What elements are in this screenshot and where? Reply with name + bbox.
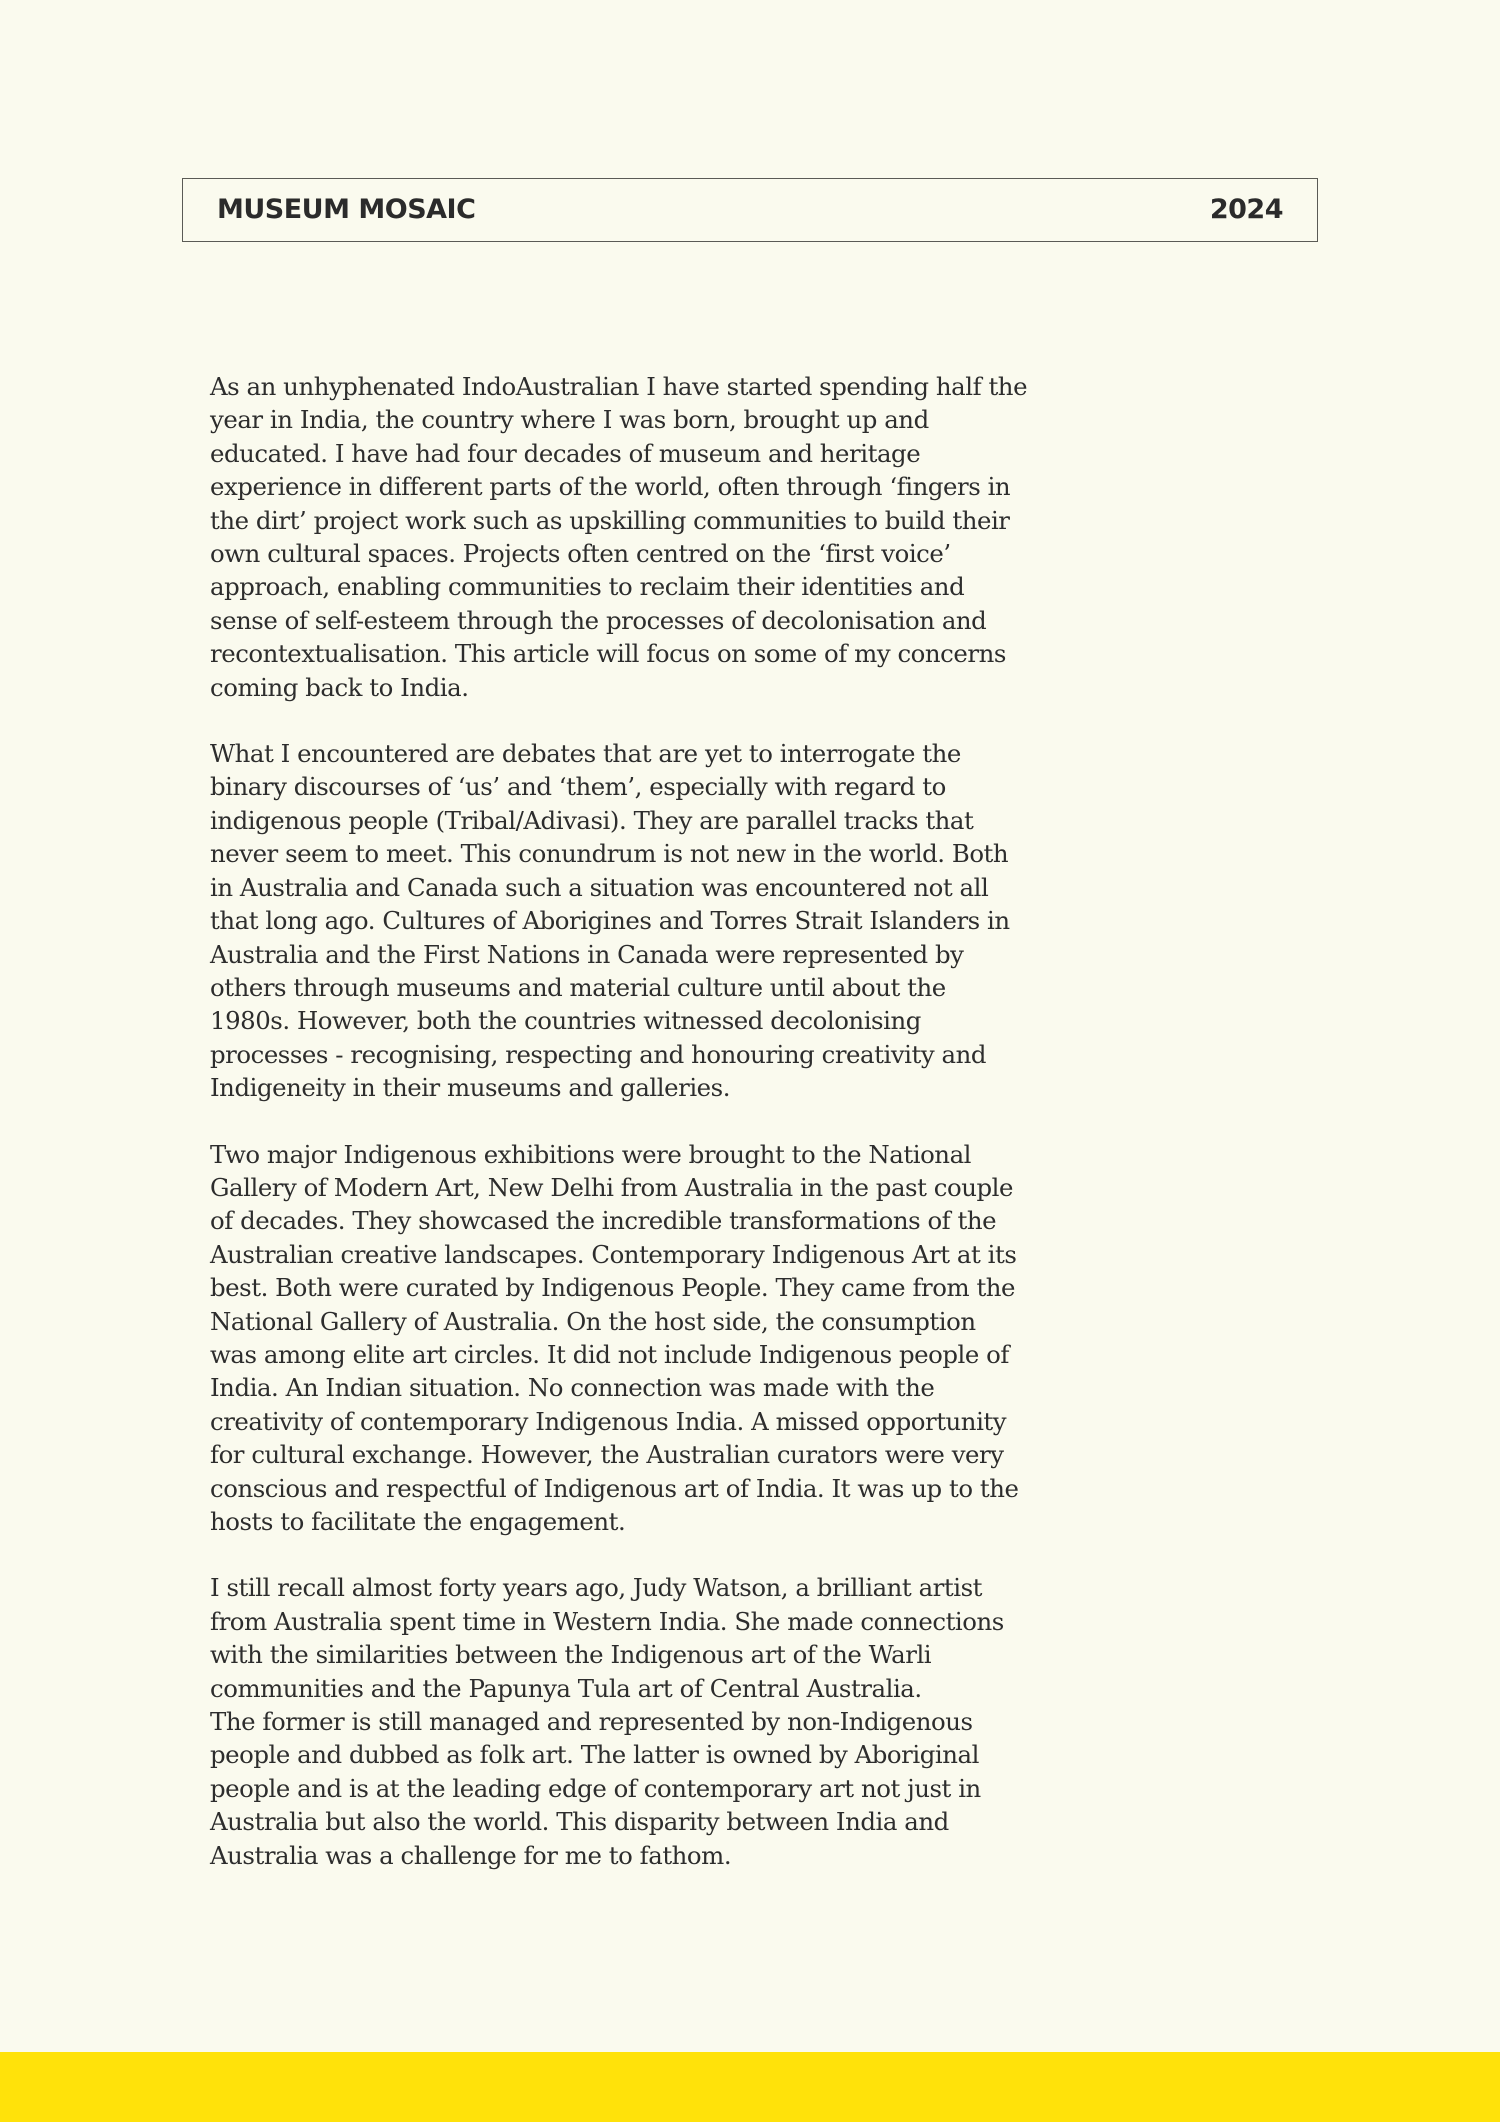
article-paragraph: What I encountered are debates that are yet to interrogate the binary discourses of ‘us’ and ‘them’, especially with regard to indigenous people (Tribal/Adivasi). They are parallel tracks that never seem to meet. This conundrum is not new in the world. Both in Australia and Canada such a situation was encountered not all that long ago. Cultures of Aborigines and Torres Strait Islanders in Australia and the First Nations in Canada were represented by others through museums and material culture until about the 1980s. However, both the countries witnessed decolonising processes - recognising, respecting and honouring creativity and Indigeneity in their museums and galleries. (210, 739, 1010, 1103)
footer-band (0, 2052, 1500, 2122)
publication-year: 2024 (1209, 194, 1283, 225)
article-paragraph: Two major Indigenous exhibitions were brought to the National Gallery of Modern Art, New Delhi from Australia in the past couple of decades. They showcased the incredible transformations of the Australian creative landscapes. Contemporary Indigenous Art at its best. Both were curated by Indigenous People. They came from the National Gallery of Australia. On the host side, the consumption was among elite art circles. It did not include Indigenous people of India. An Indian situation. No connection was made with the creativity of contemporary Indigenous India. A missed opportunity for cultural exchange. However, the Australian curators were very conscious and respectful of Indigenous art of India. It was up to the hosts to facilitate the engagement. (210, 1139, 1019, 1536)
article-paragraph: I still recall almost forty years ago, Judy Watson, a brilliant artist from Australia spent time in Western India. She made connections with the similarities between the Indigenous art of the Warli communities and the Papunya Tula art of Central Australia. The former is still managed and represented by non-Indigenous people and dubbed as folk art. The latter is owned by Aboriginal people and is at the leading edge of contemporary art not just in Australia but also the world. This disparity between India and Australia was a challenge for me to fathom. (210, 1573, 1004, 1870)
publication-title: MUSEUM MOSAIC (217, 194, 476, 225)
article-body (210, 370, 1090, 1905)
article-paragraph: As an unhyphenated IndoAustralian I have started spending half the year in India, the country where I was born, brought up and educated. I have had four decades of museum and heritage experience in different parts of the world, often through ‘fingers in the dirt’ project work such as upskilling communities to build their own cultural spaces. Projects often centred on the ‘first voice’ approach, enabling communities to reclaim their identities and sense of self-esteem through the processes of decolonisation and recontextualisation. This article will focus on some of my concerns coming back to India. (210, 372, 1028, 702)
masthead-box (182, 178, 1318, 242)
